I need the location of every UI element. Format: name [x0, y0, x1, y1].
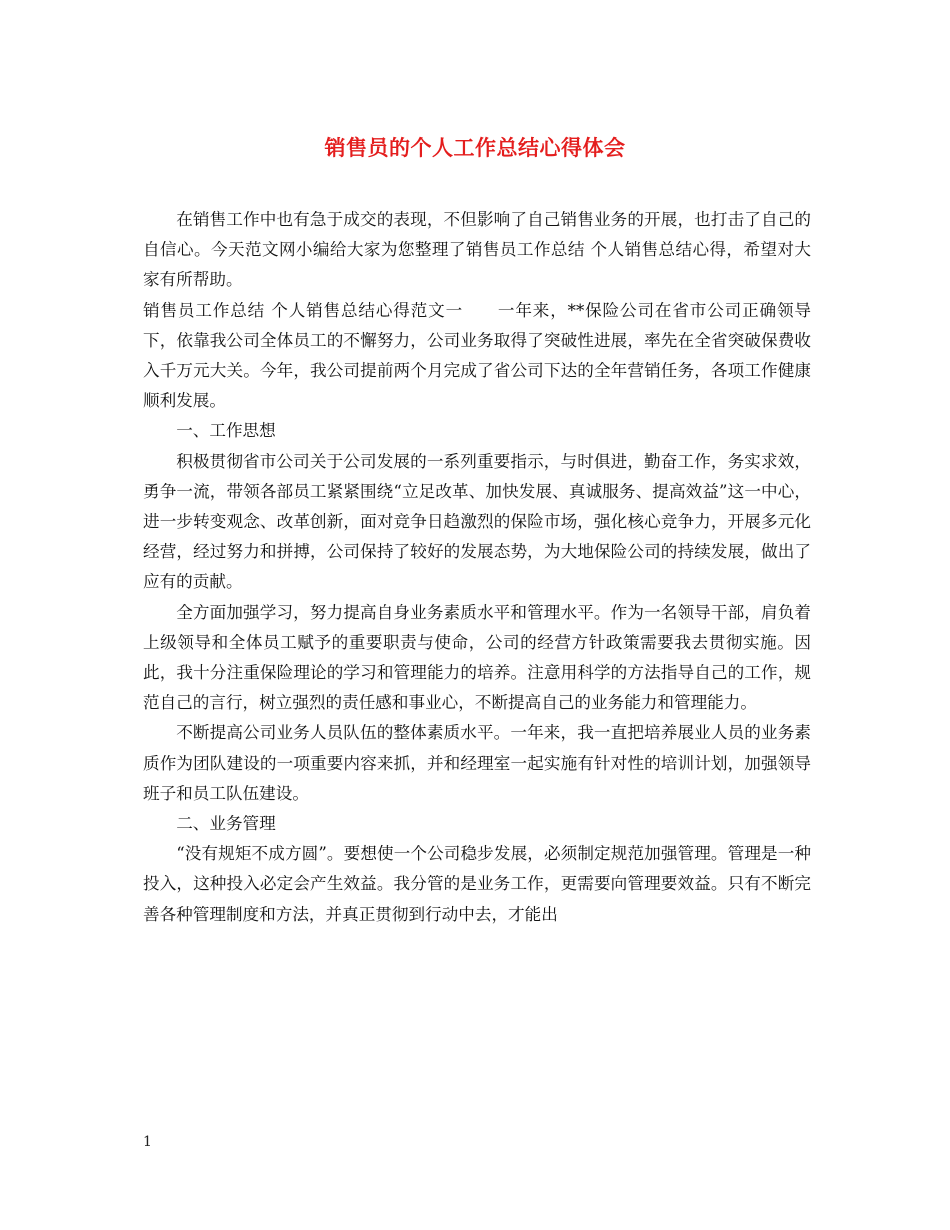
section-heading-work-thinking: 一、工作思想 [176, 421, 276, 441]
page-number: 1 [143, 1134, 152, 1150]
document-body [143, 205, 811, 930]
paragraph-team-quality: 不断提高公司业务人员队伍的整体素质水平。一年来，我一直把培养展业人员的业务素质作为团队建设的一项重要内容来抓，并和经理室一起实施有针对性的培训计划，加强领导班子和员工队伍建设。 [143, 723, 811, 803]
paragraph-intro: 在销售工作中也有急于成交的表现，不但影响了自己销售业务的开展，也打击了自己的自信心。今天范文网小编给大家为您整理了销售员工作总结 个人销售总结心得，希望对大家有所帮助。 [143, 210, 811, 290]
paragraph-learning: 全方面加强学习，努力提高自身业务素质水平和管理水平。作为一名领导干部，肩负着上级领导和全体员工赋予的重要职责与使命，公司的经营方针政策需要我去贯彻实施。因此，我十分注重保险理论的学习和管理能力的培养。注意用科学的方法指导自己的工作，规范自己的言行，树立强烈的责任感和事业心，不断提高自己的业务能力和管理能力。 [143, 602, 811, 713]
document-title: 销售员的个人工作总结心得体会 [324, 135, 626, 160]
paragraph-work-thinking: 积极贯彻省市公司关于公司发展的一系列重要指示，与时俱进，勤奋工作，务实求效，勇争一流，带领各部员工紧紧围绕“立足改革、加快发展、真诚服务、提高效益”这一中心，进一步转变观念、改革创新，面对竞争日趋激烈的保险市场，强化核心竞争力，开展多元化经营，经过努力和拼搏，公司保持了较好的发展态势，为大地保险公司的持续发展，做出了应有的贡献。 [143, 451, 811, 592]
paragraph-sample-one: 销售员工作总结 个人销售总结心得范文一 一年来，**保险公司在省市公司正确领导下，依靠我公司全体员工的不懈努力，公司业务取得了突破性进展，率先在全省突破保费收入千万元大关。今年，我公司提前两个月完成了省公司下达的全年营销任务，各项工作健康顺利发展。 [143, 300, 811, 411]
paragraph-business-management: “没有规矩不成方圆”。要想使一个公司稳步发展，必须制定规范加强管理。管理是一种投入，这种投入必定会产生效益。我分管的是业务工作，更需要向管理要效益。只有不断完善各种管理制度和方法，并真正贯彻到行动中去，才能出 [143, 844, 811, 924]
section-heading-business-management: 二、业务管理 [176, 814, 276, 834]
